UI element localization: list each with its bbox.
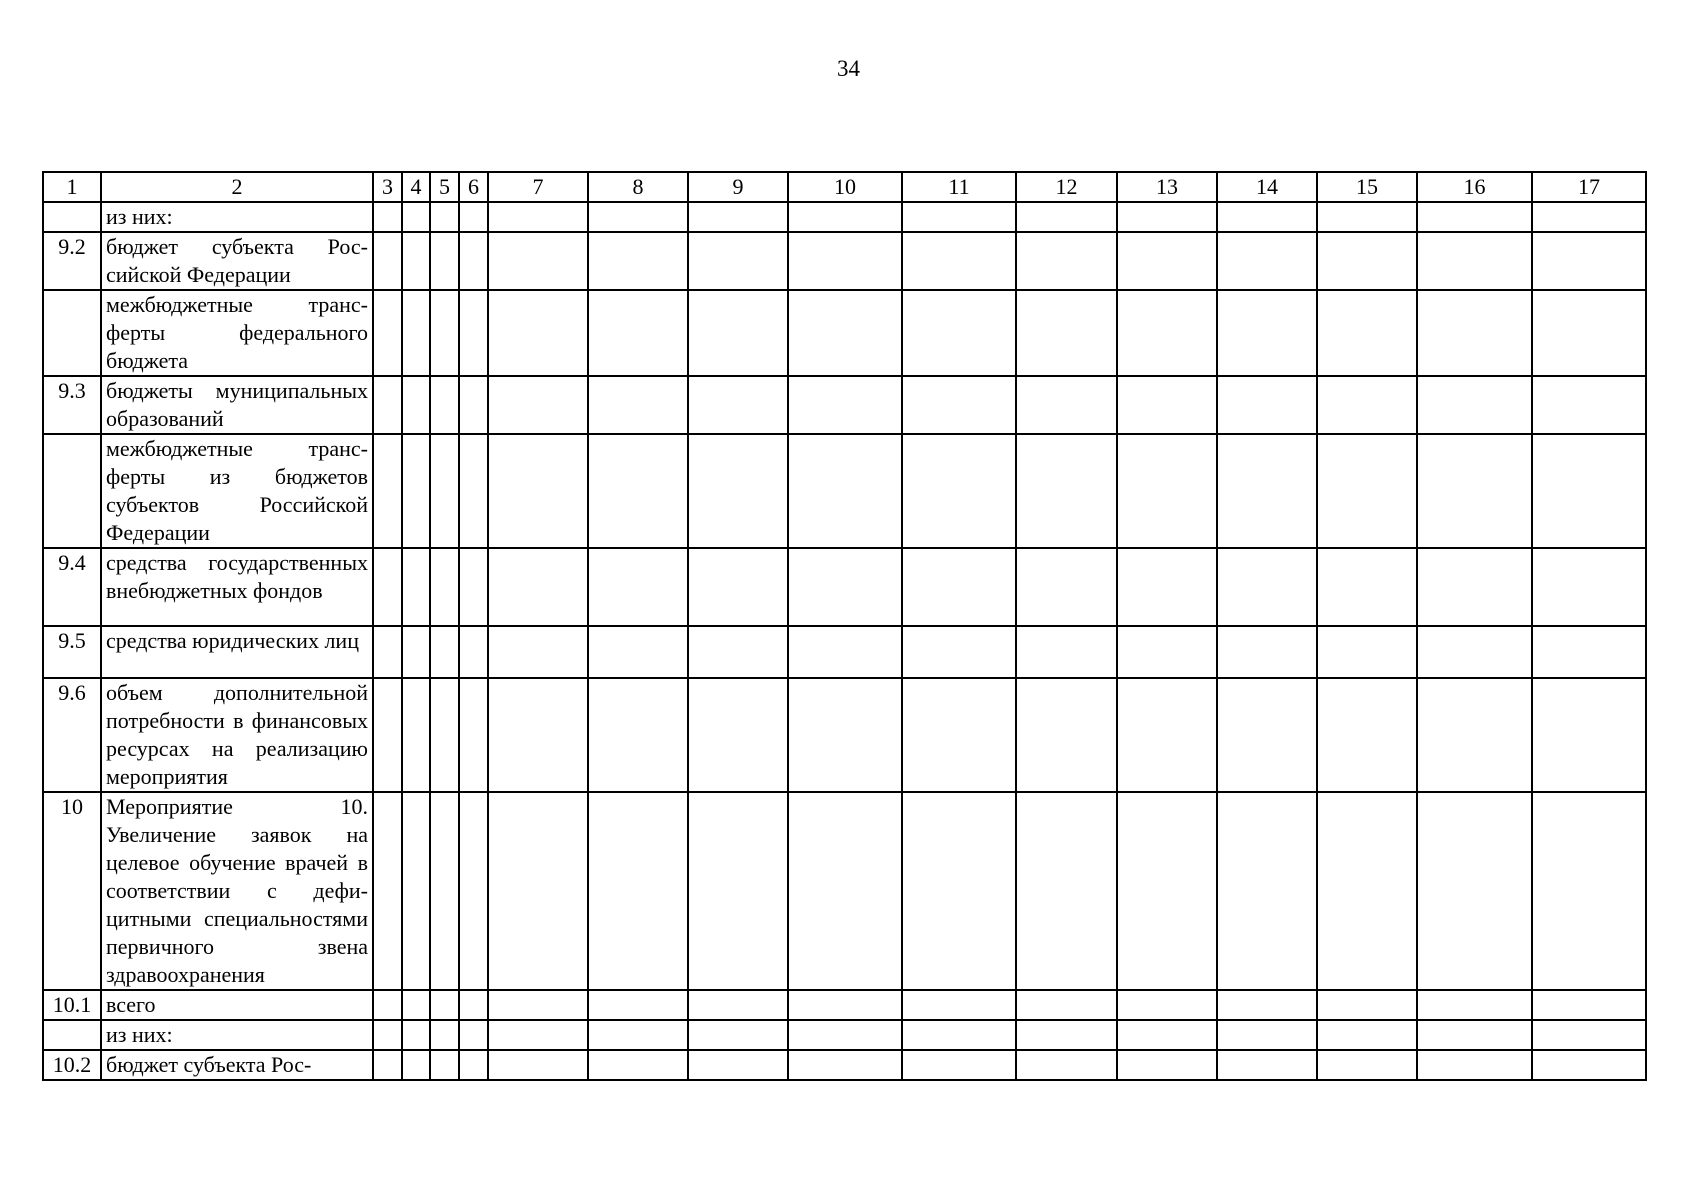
empty-cell [688, 792, 788, 990]
empty-cell [902, 626, 1016, 678]
page-number: 34 [837, 56, 860, 81]
column-header-13: 13 [1117, 172, 1217, 202]
empty-cell [688, 1020, 788, 1050]
empty-cell [1417, 1050, 1532, 1080]
column-header-6: 6 [459, 172, 488, 202]
column-header-2: 2 [101, 172, 373, 202]
row-name-cell: средства юридических лиц [101, 626, 373, 678]
empty-cell [1317, 290, 1417, 376]
empty-cell [688, 232, 788, 290]
empty-cell [488, 376, 588, 434]
empty-cell [430, 626, 459, 678]
column-header-17: 17 [1532, 172, 1646, 202]
empty-cell [688, 290, 788, 376]
empty-cell [1117, 990, 1217, 1020]
row-number-cell: 10.2 [43, 1050, 101, 1080]
financing-table [42, 171, 1647, 1081]
empty-cell [459, 290, 488, 376]
empty-cell [402, 792, 430, 990]
empty-cell [902, 376, 1016, 434]
row-name-cell: объем дополнительной потребности в финансовых ресурсах на реализацию мероприятия [101, 678, 373, 792]
empty-cell [1117, 678, 1217, 792]
empty-cell [1417, 202, 1532, 232]
empty-cell [430, 202, 459, 232]
empty-cell [588, 376, 688, 434]
empty-cell [788, 376, 902, 434]
empty-cell [788, 290, 902, 376]
empty-cell [373, 290, 402, 376]
row-number-cell: 9.6 [43, 678, 101, 792]
empty-cell [1532, 678, 1646, 792]
empty-cell [430, 376, 459, 434]
row-number-cell [43, 434, 101, 548]
empty-cell [1317, 548, 1417, 626]
empty-cell [1317, 434, 1417, 548]
column-header-5: 5 [430, 172, 459, 202]
table-row [43, 434, 1646, 548]
empty-cell [402, 290, 430, 376]
empty-cell [1117, 290, 1217, 376]
empty-cell [1016, 626, 1117, 678]
row-number-cell: 9.4 [43, 548, 101, 626]
empty-cell [1532, 626, 1646, 678]
table-row [43, 678, 1646, 792]
empty-cell [373, 678, 402, 792]
row-number-cell: 10.1 [43, 990, 101, 1020]
empty-cell [1117, 434, 1217, 548]
empty-cell [1016, 792, 1117, 990]
table-row [43, 376, 1646, 434]
row-name-cell: межбюджетные трансферты федерального бюджета [101, 290, 373, 376]
empty-cell [1117, 232, 1217, 290]
table-row [43, 1020, 1646, 1050]
row-number-cell: 9.3 [43, 376, 101, 434]
empty-cell [1016, 548, 1117, 626]
empty-cell [459, 626, 488, 678]
empty-cell [1317, 626, 1417, 678]
table-row [43, 202, 1646, 232]
empty-cell [902, 202, 1016, 232]
empty-cell [373, 376, 402, 434]
table-row [43, 1050, 1646, 1080]
empty-cell [402, 202, 430, 232]
empty-cell [1016, 232, 1117, 290]
column-header-4: 4 [402, 172, 430, 202]
empty-cell [1217, 792, 1317, 990]
empty-cell [459, 376, 488, 434]
empty-cell [588, 792, 688, 990]
empty-cell [488, 678, 588, 792]
empty-cell [588, 202, 688, 232]
empty-cell [1016, 678, 1117, 792]
empty-cell [430, 290, 459, 376]
empty-cell [902, 678, 1016, 792]
column-header-8: 8 [588, 172, 688, 202]
empty-cell [1217, 678, 1317, 792]
empty-cell [1317, 990, 1417, 1020]
empty-cell [1217, 990, 1317, 1020]
empty-cell [373, 1050, 402, 1080]
column-header-11: 11 [902, 172, 1016, 202]
empty-cell [588, 232, 688, 290]
column-header-12: 12 [1016, 172, 1117, 202]
empty-cell [402, 990, 430, 1020]
empty-cell [488, 290, 588, 376]
empty-cell [373, 434, 402, 548]
empty-cell [1532, 434, 1646, 548]
empty-cell [1217, 1050, 1317, 1080]
header-row [43, 172, 1646, 202]
empty-cell [588, 678, 688, 792]
empty-cell [1117, 1020, 1217, 1050]
empty-cell [1016, 376, 1117, 434]
empty-cell [1532, 1020, 1646, 1050]
empty-cell [488, 792, 588, 990]
empty-cell [688, 1050, 788, 1080]
table-row [43, 792, 1646, 990]
empty-cell [1117, 792, 1217, 990]
empty-cell [1532, 792, 1646, 990]
empty-cell [902, 434, 1016, 548]
empty-cell [459, 202, 488, 232]
empty-cell [1532, 290, 1646, 376]
empty-cell [1117, 376, 1217, 434]
empty-cell [1417, 434, 1532, 548]
empty-cell [902, 990, 1016, 1020]
empty-cell [788, 990, 902, 1020]
row-name-cell: бюджет субъекта Рос- [101, 1050, 373, 1080]
empty-cell [588, 1020, 688, 1050]
empty-cell [1317, 1020, 1417, 1050]
empty-cell [588, 626, 688, 678]
row-name-cell: всего [101, 990, 373, 1020]
column-header-9: 9 [688, 172, 788, 202]
empty-cell [588, 990, 688, 1020]
empty-cell [1417, 1020, 1532, 1050]
empty-cell [688, 202, 788, 232]
empty-cell [1317, 792, 1417, 990]
empty-cell [588, 548, 688, 626]
empty-cell [402, 626, 430, 678]
empty-cell [1317, 232, 1417, 290]
empty-cell [1317, 376, 1417, 434]
empty-cell [688, 376, 788, 434]
table-row [43, 990, 1646, 1020]
empty-cell [1317, 1050, 1417, 1080]
empty-cell [1217, 202, 1317, 232]
empty-cell [1217, 290, 1317, 376]
empty-cell [1117, 626, 1217, 678]
empty-cell [902, 792, 1016, 990]
column-header-15: 15 [1317, 172, 1417, 202]
empty-cell [902, 1050, 1016, 1080]
empty-cell [1417, 990, 1532, 1020]
row-name-cell: из них: [101, 1020, 373, 1050]
empty-cell [1117, 548, 1217, 626]
empty-cell [788, 1020, 902, 1050]
empty-cell [1016, 1020, 1117, 1050]
table-body [43, 172, 1646, 1080]
empty-cell [402, 376, 430, 434]
empty-cell [488, 202, 588, 232]
empty-cell [1117, 202, 1217, 232]
empty-cell [1016, 1050, 1117, 1080]
empty-cell [902, 1020, 1016, 1050]
empty-cell [688, 678, 788, 792]
row-name-cell: Мероприятие 10. Увеличение заявок на целевое обучение врачей в соответствии с дефицитными специальностями первичного звена здравоохранения [101, 792, 373, 990]
empty-cell [1217, 434, 1317, 548]
empty-cell [588, 1050, 688, 1080]
row-number-cell [43, 202, 101, 232]
empty-cell [1217, 548, 1317, 626]
empty-cell [430, 232, 459, 290]
empty-cell [788, 202, 902, 232]
empty-cell [402, 1020, 430, 1050]
empty-cell [402, 678, 430, 792]
empty-cell [688, 990, 788, 1020]
empty-cell [1417, 678, 1532, 792]
row-name-cell: бюджеты муниципальных образований [101, 376, 373, 434]
empty-cell [1117, 1050, 1217, 1080]
empty-cell [688, 434, 788, 548]
empty-cell [430, 1020, 459, 1050]
empty-cell [788, 626, 902, 678]
empty-cell [459, 678, 488, 792]
column-header-3: 3 [373, 172, 402, 202]
empty-cell [459, 1050, 488, 1080]
column-header-1: 1 [43, 172, 101, 202]
table-row [43, 232, 1646, 290]
empty-cell [488, 990, 588, 1020]
empty-cell [373, 1020, 402, 1050]
empty-cell [1532, 232, 1646, 290]
empty-cell [788, 434, 902, 548]
table-row [43, 548, 1646, 626]
empty-cell [688, 548, 788, 626]
table-row [43, 290, 1646, 376]
empty-cell [688, 626, 788, 678]
empty-cell [488, 232, 588, 290]
empty-cell [1217, 232, 1317, 290]
row-number-cell: 9.5 [43, 626, 101, 678]
column-header-16: 16 [1417, 172, 1532, 202]
empty-cell [459, 990, 488, 1020]
empty-cell [1016, 290, 1117, 376]
column-header-14: 14 [1217, 172, 1317, 202]
empty-cell [1417, 548, 1532, 626]
empty-cell [1417, 290, 1532, 376]
empty-cell [459, 792, 488, 990]
empty-cell [459, 548, 488, 626]
empty-cell [1532, 1050, 1646, 1080]
empty-cell [1217, 1020, 1317, 1050]
row-number-cell: 9.2 [43, 232, 101, 290]
empty-cell [902, 232, 1016, 290]
empty-cell [902, 548, 1016, 626]
empty-cell [588, 434, 688, 548]
empty-cell [1016, 990, 1117, 1020]
table-row [43, 626, 1646, 678]
empty-cell [402, 548, 430, 626]
row-name-cell: бюджет субъекта Российской Федерации [101, 232, 373, 290]
empty-cell [430, 990, 459, 1020]
empty-cell [373, 990, 402, 1020]
empty-cell [1217, 376, 1317, 434]
empty-cell [488, 548, 588, 626]
empty-cell [788, 792, 902, 990]
empty-cell [373, 626, 402, 678]
empty-cell [430, 678, 459, 792]
empty-cell [1417, 792, 1532, 990]
row-name-cell: из них: [101, 202, 373, 232]
empty-cell [1317, 202, 1417, 232]
row-name-cell: средства государственных внебюджетных фондов [101, 548, 373, 626]
empty-cell [430, 548, 459, 626]
column-header-7: 7 [488, 172, 588, 202]
empty-cell [488, 1050, 588, 1080]
empty-cell [788, 1050, 902, 1080]
empty-cell [373, 232, 402, 290]
empty-cell [1532, 548, 1646, 626]
empty-cell [788, 678, 902, 792]
empty-cell [1417, 626, 1532, 678]
empty-cell [1217, 626, 1317, 678]
empty-cell [402, 232, 430, 290]
empty-cell [402, 1050, 430, 1080]
empty-cell [459, 434, 488, 548]
empty-cell [1532, 376, 1646, 434]
empty-cell [1317, 678, 1417, 792]
empty-cell [1532, 202, 1646, 232]
row-number-cell: 10 [43, 792, 101, 990]
empty-cell [430, 434, 459, 548]
empty-cell [373, 548, 402, 626]
empty-cell [1532, 990, 1646, 1020]
empty-cell [430, 792, 459, 990]
row-number-cell [43, 1020, 101, 1050]
empty-cell [1016, 202, 1117, 232]
empty-cell [459, 1020, 488, 1050]
empty-cell [488, 626, 588, 678]
empty-cell [902, 290, 1016, 376]
empty-cell [1016, 434, 1117, 548]
empty-cell [588, 290, 688, 376]
empty-cell [402, 434, 430, 548]
row-name-cell: межбюджетные трансферты из бюджетов субъектов Российской Федерации [101, 434, 373, 548]
empty-cell [788, 232, 902, 290]
empty-cell [373, 202, 402, 232]
column-header-10: 10 [788, 172, 902, 202]
empty-cell [488, 1020, 588, 1050]
empty-cell [1417, 232, 1532, 290]
empty-cell [1417, 376, 1532, 434]
empty-cell [430, 1050, 459, 1080]
empty-cell [459, 232, 488, 290]
row-number-cell [43, 290, 101, 376]
empty-cell [373, 792, 402, 990]
empty-cell [788, 548, 902, 626]
empty-cell [488, 434, 588, 548]
